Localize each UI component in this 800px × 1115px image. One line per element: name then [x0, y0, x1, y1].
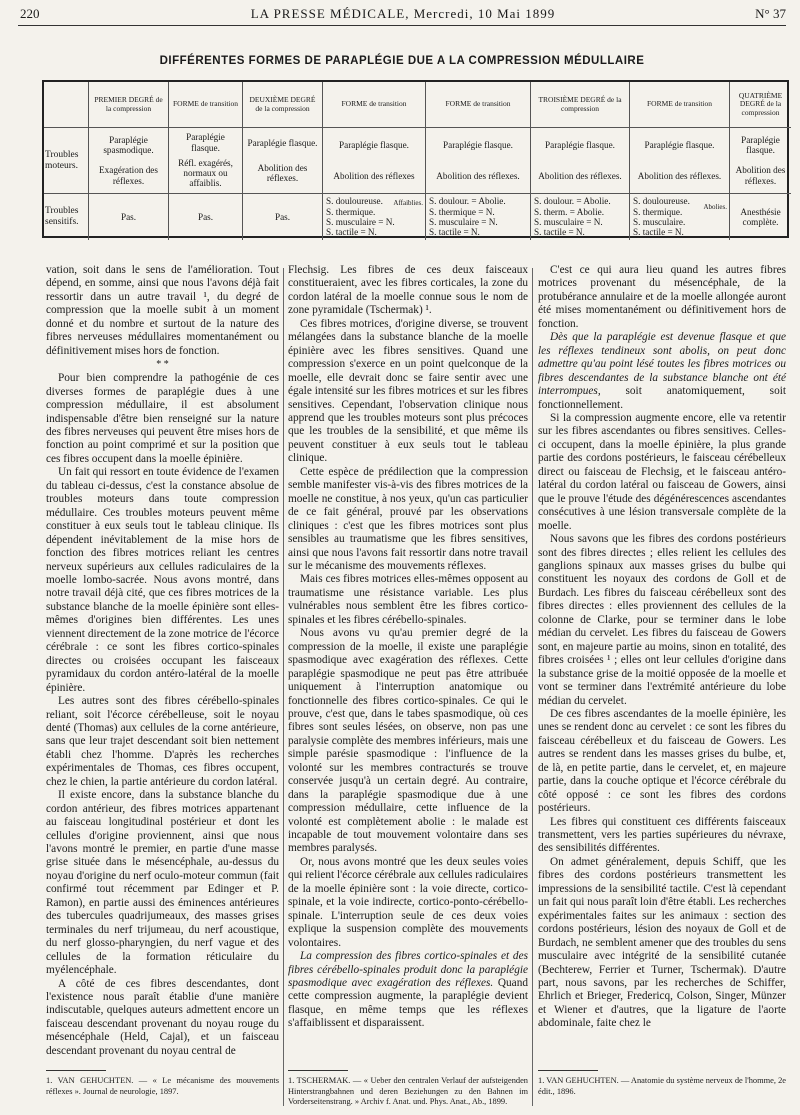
section-separator: * *	[156, 359, 169, 371]
table-corner	[44, 82, 88, 128]
footnote-rule	[288, 1070, 348, 1071]
table-cell: S. doulour. = Abolie. S. therm. = Abolie. S. musculaire = N. S. tactile = N.	[530, 194, 629, 240]
paragraph: Mais ces fibres motrices elles-mêmes opposent au traumatisme une résistance variable. Les plus vulnérables nous semblent être les fibres cortico-spinales et les fibres cérébello-spinales.	[288, 573, 528, 626]
paragraph: vation, soit dans le sens de l'amélioration. Tout dépend, en somme, ainsi que nous l'avons déjà fait ressortir dans un autre travail ¹, du degré de compression que la moelle subit à un moment donné et du nombre et surtout de la nature des fibres nerveuses médullaires momentanément ou définitivement mises hors de fonction.	[46, 264, 279, 357]
table-header: FORME de transition	[425, 82, 530, 128]
table-cell: Anesthésie complète.	[729, 194, 791, 240]
paragraph: A côté de ces fibres descendantes, dont l'existence nous paraît établie d'une manière indiscutable, quelques auteurs admettent encore un faisceau descendant provenant du noyau rouge du mésencéphale (Held, Cajal), et un faisceau descendant provenant du noyau central de	[46, 977, 279, 1057]
table-cell: Paraplégie flasque. Abolition des réflexes.	[629, 128, 729, 194]
table-cell: Paraplégie flasque. Abolition des réflexes.	[425, 128, 530, 194]
table-cell: Paraplégie flasque. Abolition des réflexes.	[242, 128, 322, 194]
paragraph: Il existe encore, dans la substance blanche du cordon antérieur, des fibres motrices appartenant au faisceau longitudinal postérieur et dont les cellules d'origine proviennent, ainsi que nous l'avons montré le premier, en partie d'une masse grise située dans le mésencéphale, au-dessus du noyau d'origine du nerf oculo-moteur commun (fait confirmé tout récemment par Edinger et P. Ramon), en partie aussi des éminences antérieures des tubercules quadrijumeaux, des masses grises terminales du nerf trijumeau, du nerf acoustique, du nerf glosso-pharyngien, du nerf vague et des cellules de la formation réticulaire du myélencéphale.	[46, 789, 279, 977]
paragraph: Ces fibres motrices, d'origine diverse, se trouvent mélangées dans la substance blanche de la moelle épinière avec les fibres sensitives. Quand une compression s'exerce en un point quelconque de la moelle, elle devrait donc se faire sentir avec une égale intensité sur les fibres motrices et sur les fibres sensitives. Cependant, l'observation clinique nous apprend que les troubles moteurs sont plus précoces que les troubles de la sensibilité, et que même ils peuvent constituer à eux seuls tout le tableau clinique.	[288, 317, 528, 465]
paragraph: C'est ce qui aura lieu quand les autres fibres motrices provenant du mésencéphale, de la protubérance annulaire et de la moelle allongée auront été mises momentanément ou définitivement hors de fonction.	[538, 264, 786, 330]
paragraph: Nous avons vu qu'au premier degré de la compression de la moelle, il existe une paraplégie spasmodique avec exagération des réflexes. Cette paraplégie spasmodique ne peut pas être attribuée uniquement à l'interruption anatomique ou fonctionnelle des fibres cortico-spinales. Ce qui le prouve, c'est que, dans le tabes spasmodique, où ces fibres sont seules lésées, on observe, non pas une paralysie complète des membres inférieurs, mais une simple parésie spasmodique : l'influence de la volonté sur les membres contracturés se trouve conservée jusqu'à un certain degré. Au contraire, dans la paraplégie spasmodique due à une compression médullaire, cette influence de la volonté est complètement abolie : le malade est incapable de tout mouvement volontaire dans ses membres paralysés.	[288, 627, 528, 855]
row-label-motor: Troubles moteurs.	[44, 128, 88, 194]
paragraph: On admet généralement, depuis Schiff, que les fibres des cordons postérieurs transmettent les impressions de la sensibilité tactile. C'est là cependant un fait qui nous paraît loin d'être établi. Les recherches expérimentales faites sur les animaux : section des cordons postérieurs, lésion des noyaux de Goll et de Burdach, ne semblent amener que des troubles du sens musculaire avec intégrité de la sensibilité cutanée (Bechterew, Ferrier et Turner, Tschermak). D'autre part, nous savons, par les recherches de Schiffer, Ehrlich et Brieger, Fredericq, Colson, Singer, Münzer et Wiener et d'autres, que la ligature de l'aorte abdominale, faite chez le	[538, 855, 786, 1030]
footnote-rule	[538, 1070, 598, 1071]
issue-number: N° 37	[755, 6, 786, 21]
paragraph: Flechsig. Les fibres de ces deux faisceaux constitueraient, avec les fibres corticales, la zone du cordon latéral de la moelle connue sous le nom de zone pyramidale (Tschermak) ¹.	[288, 264, 528, 317]
text-column-2	[288, 264, 528, 1031]
paragraph: De ces fibres ascendantes de la moelle épinière, les unes se rendent donc au cervelet : ce sont les fibres du faisceau cérébelleux et du faisceau de Gowers. Les autres se rendent dans les masses grises du bulbe, et, de là, en petite partie, dans le cervelet, et, en majeure partie, dans la couche optique et l'écorce cérébrale du côté opposé : ce sont les fibres des cordons postérieurs.	[538, 707, 786, 815]
table-cell: Paraplégie spasmodique. Exagération des réflexes.	[88, 128, 168, 194]
table-header: TROISIÈME DEGRÉ de la compression	[530, 82, 629, 128]
paragraph: Si la compression augmente encore, elle va retentir sur les fibres ascendantes ou fibres sensitives. Celles-ci occupent, dans la moelle épinière, la plus grande partie des cordons postérieurs, le faisceau cérébelleux direct ou faisceau de Flechsig, et le faisceau antéro-latéral du cordon latéral ou faisceau de Gowers, ainsi que le prouve l'étude des dégénérescences ascendantes consécutives à une lésion transversale complète de la moelle.	[538, 411, 786, 532]
paragraph: Les autres sont des fibres cérébello-spinales reliant, soit l'écorce cérébelleuse, soit le noyau denté (Thomas) aux cellules de la corne antérieure, sans que leur trajet descendant soit bien nettement établi chez l'homme. D'après les recherches expérimentales de Thomas, ces fibres occupent, chez le chien, la partie antérieure du cordon latéral.	[46, 695, 279, 788]
column-divider	[283, 268, 284, 1106]
page-header	[20, 4, 786, 24]
footnote: 1. TSCHERMAK. — « Ueber den centralen Verlauf der aufsteigenden Hinterstrangbahnen und deren Beziehungen zu den Bahnen im Vorderseitenstrang. » Archiv f. Anat. und. Phys. Anat., Ab., 1899.	[288, 1076, 528, 1106]
paragraph: Cette espèce de prédilection que la compression semble manifester vis-à-vis des fibres motrices de la moelle ne constitue, à nos yeux, qu'un cas particulier de ce fait général, prouvé par les observations cliniques : c'est que les fibres motrices sont plus sensibles au traumatisme que les fibres sensitives, ainsi que nous l'avons fait ressortir dans notre travail sur le mécanisme des mouvements réflexes.	[288, 465, 528, 572]
table-header: FORME de transition	[168, 82, 242, 128]
table-cell: Pas.	[88, 194, 168, 240]
table-cell: Pas.	[242, 194, 322, 240]
paragraph: Nous savons que les fibres des cordons postérieurs sont des fibres directes ; elles relient les cellules des ganglions spinaux aux masses grises du bulbe qui constituent les noyaux des cordons de Goll et de Burdach. Les fibres du faisceau cérébelleux sont des fibres directes : elles proviennent des cellules de la colonne de Clarke, pour se terminer dans le lobe médian du cervelet. Les fibres du faisceau de Gowers sont, en majeure partie au moins, sinon en totalité, des fibres croisées ¹ ; elles ont leur cellules d'origine dans la substance grise de la moitié opposée de la moelle et vont se terminer dans l'extrémité antérieure du lobe médian du cervelet.	[538, 533, 786, 707]
page-number: 220	[20, 6, 40, 21]
row-label-sensory: Troubles sensitifs.	[45, 206, 79, 227]
table-cell: S. doulour. = Abolie. S. thermique = N. S. musculaire = N. S. tactile = N.	[425, 194, 530, 240]
paraplegia-table	[42, 80, 789, 238]
header-rule	[18, 25, 786, 26]
table-cell: Pas.	[168, 194, 242, 240]
table-cell: Paraplégie flasque. Abolition des réflexes	[322, 128, 425, 194]
footnote-rule	[46, 1070, 106, 1071]
table-header: DEUXIÈME DEGRÉ de la compression	[242, 82, 322, 128]
footnote: 1. VAN GEHUCHTEN. — « Le mécanisme des mouvements réflexes ». Journal de neurologie, 1897.	[46, 1076, 279, 1096]
table-title: DIFFÉRENTES FORMES DE PARAPLÉGIE DUE A LA COMPRESSION MÉDULLAIRE	[159, 55, 645, 67]
paragraph: Or, nous avons montré que les deux seules voies qui relient l'écorce cérébrale aux cellules radiculaires de la moelle épinière sont : la voie directe, cortico-spinale, et la voie indirecte, cortico-ponto-cérébello-spinale. L'interruption seule de ces deux voies explique la suspension complète des mouvements volontaires.	[288, 855, 528, 949]
table-cell: Paraplégie flasque. Abolition des réflexes.	[530, 128, 629, 194]
table-header: PREMIER DEGRÉ de la compression	[88, 82, 168, 128]
journal-title: LA PRESSE MÉDICALE, Mercredi, 10 Mai 1899	[250, 6, 556, 21]
text-column-1	[46, 264, 279, 1058]
paragraph: La compression des fibres cortico-spinales et des fibres cérébello-spinales produit donc la paraplégie spasmodique avec exagération des réflexes. Quand cette compression augmente, la paraplégie devient flasque, en même temps que les réflexes s'affaiblissent et disparaissent.	[288, 950, 528, 1030]
paragraph: Pour bien comprendre la pathogénie de ces diverses formes de paraplégie dues à une compression médullaire, il est absolument indispensable d'être bien renseigné sur la nature des fibres nerveuses qui peuvent être mises hors de fonction au point comprimé et sur la position que ces fibres occupent dans la moelle épinière.	[46, 372, 279, 465]
table-cell: Paraplégie flasque. Abolition des réflexes.	[729, 128, 791, 194]
table-header: QUATRIÈME DEGRÉ de la compression	[729, 82, 791, 128]
table-cell: S. douloureuse. S. thermique. S. musculaire = N. S. tactile = N. Affaiblies.	[322, 194, 425, 240]
table-header: FORME de transition	[629, 82, 729, 128]
paragraph: Dès que la paraplégie est devenue flasque et que les réflexes tendineux sont abolis, on peut donc admettre qu'au point lésé toutes les fibres motrices ou fibres descendantes de la substance blanche ont été interrompues, soit anatomiquement, soit fonctionnellement.	[538, 331, 786, 411]
paragraph: Un fait qui ressort en toute évidence de l'examen du tableau ci-dessus, c'est la constance absolue de troubles moteurs dans toute compression médullaire. Ces troubles moteurs peuvent même constituer à eux seuls tout le tableau clinique. Ils dépendent inévitablement de la mise hors de fonction des fibres motrices reliant les centres nerveux supérieurs aux cellules radiculaires de la moelle lombo-sacrée. Nous avons montré, dans notre travail déjà cité, que ces fibres motrices de la substance blanche de la moelle épinière sont elles-mêmes d'origines bien différentes. Les unes viennent directement de la zone motrice de l'écorce cérébrale : ce sont les fibres cortico-spinales directes ou croisées occupant les faisceaux pyramidaux du cordon antéro-latéral de la moelle épinière.	[46, 466, 279, 694]
text-column-3	[538, 264, 786, 1031]
footnote: 1. VAN GEHUCHTEN. — Anatomie du système nerveux de l'homme, 2e édit., 1896.	[538, 1076, 786, 1096]
paragraph: Les fibres qui constituent ces différents faisceaux transmettent, vers les parties supérieures du névraxe, des sensibilités différentes.	[538, 815, 786, 855]
column-divider	[532, 268, 533, 1106]
table-cell: Paraplégie flasque. Réfl. exagérés, normaux ou affaiblis.	[168, 128, 242, 194]
table-cell: S. douloureuse. S. thermique. S. musculaire. S. tactile = N. Abolies.	[629, 194, 729, 240]
table-header: FORME de transition	[322, 82, 425, 128]
